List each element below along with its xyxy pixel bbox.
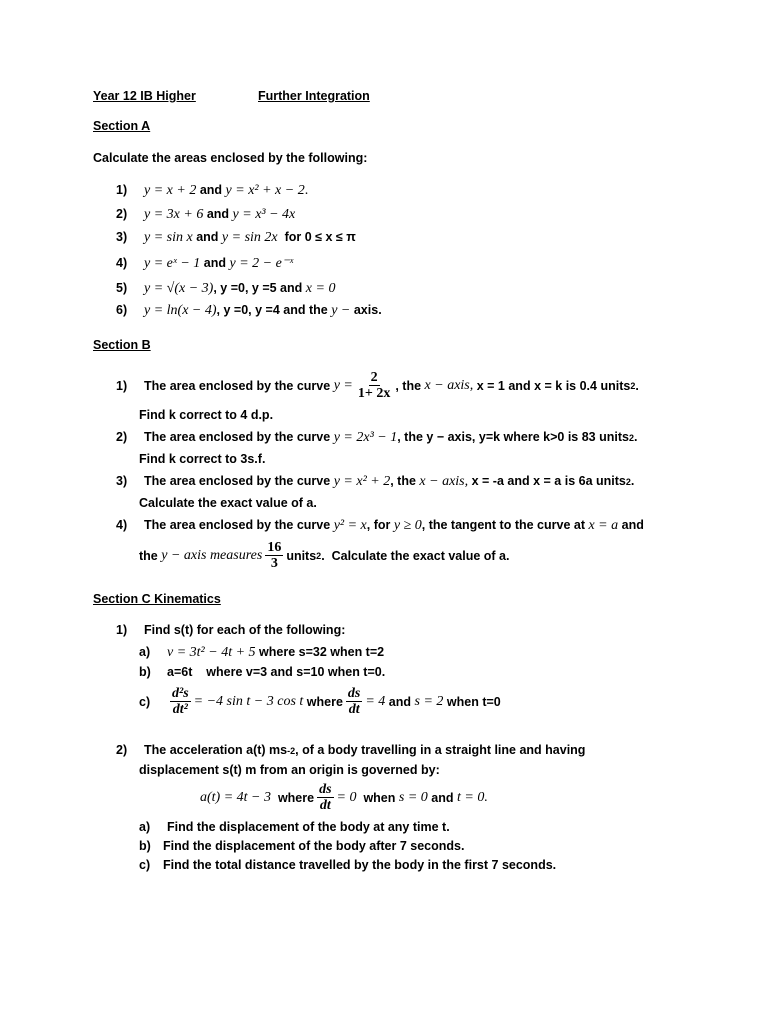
header-course: Year 12 IB Higher [93, 89, 196, 103]
joiner: , y =0, y =4 and the [216, 303, 328, 317]
header-topic: Further Integration [258, 89, 370, 103]
section-b-item-1-line2: Find k correct to 4 d.p. [139, 408, 274, 422]
section-b-item-2-line2: Find k correct to 3s.f. [139, 452, 266, 466]
equation: y − [331, 303, 351, 318]
section-c-q1-a [139, 645, 384, 661]
numerator: 2 [370, 370, 378, 385]
question-text: where [277, 790, 315, 805]
question-text: the [139, 548, 158, 563]
equation: y = 3x + 6 [144, 207, 204, 222]
equation: y = √(x − 3) [144, 281, 214, 296]
section-a-item-1 [116, 183, 308, 199]
equation: y = sin 2x [221, 230, 278, 245]
fraction [265, 540, 283, 571]
equation: y = 2x³ − 1 [333, 430, 398, 445]
equation: s = 0 [398, 789, 428, 805]
question-text: where [306, 694, 343, 709]
equation: t = 0. [457, 789, 488, 805]
equation: y = ln(x − 4) [144, 303, 217, 318]
question-text: The area enclosed by the curve [144, 378, 331, 393]
question-text: , the [397, 430, 423, 444]
bound: x = k is 0.4 units [534, 378, 631, 393]
question-text: y − axis, y=k where k>0 is 83 units [426, 430, 629, 444]
equation: y = x³ − 4x [232, 207, 296, 222]
question-text: units [286, 548, 317, 563]
item-number: 1) [116, 183, 128, 197]
equation-lhs: y = [333, 377, 353, 393]
section-b-item-2: 2) The area enclosed by the curve y = 2x³ − 1 , the y − axis, y=k where k>0 is 83 units 2 . [116, 430, 638, 445]
section-b-item-3: 3) The area enclosed by the curve y = x² + 2 , the x − axis, x = -a and x = a is 6a units 2 . [116, 474, 635, 489]
numerator: 16 [267, 540, 282, 555]
equation: = 0 [336, 789, 357, 805]
section-a-item-3 [116, 230, 356, 246]
section-c-title: Section C Kinematics [93, 592, 221, 606]
numerator: ds [319, 782, 332, 797]
question-text: , for [366, 518, 391, 532]
section-b-item-4-line2: the y − axis measures $\frac{16}{3}$ units 2 . Calculate the exact value of a. [139, 540, 510, 571]
section-b-item-1: 1) The area enclosed by the curve y = $\frac{2}{1+ 2x}$ , the x − axis, x = 1 and x = k is 0.4 units 2 . [116, 370, 639, 401]
section-c-q1 [116, 623, 345, 637]
axis-label: x − axis, [419, 474, 469, 489]
denominator: dt² [172, 702, 188, 717]
tail: . [304, 183, 309, 198]
equation: a=6t [167, 665, 193, 679]
question-text: The acceleration a(t) ms [144, 743, 288, 757]
equation: = 4 [365, 693, 386, 709]
equation: y = x² + 2 [333, 474, 391, 489]
equation: y = x + 2 [144, 183, 197, 198]
first-derivative [317, 782, 333, 813]
joiner: and [206, 207, 230, 221]
question-text: Calculate the exact value of a. [331, 548, 510, 563]
condition: where s=32 when t=2 [259, 645, 385, 659]
condition: when t=0 [446, 694, 501, 709]
joiner: and [196, 230, 219, 244]
item-number: 3) [116, 230, 128, 244]
joiner: and [199, 183, 223, 197]
question-text: Find the displacement of the body at any time t. [167, 820, 450, 834]
section-a-title: Section A [93, 119, 151, 133]
unit-exponent: -2 [287, 746, 296, 756]
item-number: 4) [116, 518, 128, 532]
question-text: Find s(t) for each of the following: [144, 623, 346, 637]
question-text: , the [390, 474, 416, 488]
section-c-q2-b [139, 839, 464, 853]
equation: y = x² + x − 2 [225, 183, 305, 198]
item-number: 4) [116, 256, 128, 270]
tail: axis. [353, 303, 382, 317]
numerator: d²s [172, 686, 189, 701]
section-b-item-3-line2: Calculate the exact value of a. [139, 496, 317, 510]
section-a-item-2 [116, 207, 295, 223]
question-text: The area enclosed by the curve [144, 430, 331, 444]
denominator: 3 [270, 556, 278, 571]
joiner: , y =0, y =5 and [213, 281, 303, 295]
bound: x = a is 6a units [533, 474, 626, 488]
section-c-q2-a [139, 820, 450, 834]
part-label: a) [139, 820, 151, 834]
equation: y = sin x [144, 230, 193, 245]
equation: y = 2 − e⁻ˣ [229, 256, 294, 271]
denominator: dt [348, 702, 360, 717]
equation: a(t) = 4t − 3 [200, 789, 271, 805]
question-text: The area enclosed by the curve [144, 518, 331, 532]
question-text: Find the displacement of the body after 7 seconds. [163, 839, 465, 853]
item-number: 5) [116, 281, 128, 295]
denominator: dt [319, 798, 331, 813]
equation: v = 3t² − 4t + 5 [167, 645, 256, 660]
section-a-item-6 [116, 303, 382, 319]
domain-condition: for 0 ≤ x ≤ π [284, 230, 356, 244]
question-text: when [363, 790, 396, 805]
equation: y = eˣ − 1 [144, 256, 201, 271]
numerator: ds [347, 686, 361, 701]
question-text: and [621, 518, 644, 532]
item-number: 1) [116, 623, 128, 637]
question-text: Find the total distance travelled by the body in the first 7 seconds. [163, 858, 557, 872]
equation: x = 0 [305, 281, 336, 296]
item-number: 6) [116, 303, 128, 317]
question-text: and [388, 694, 412, 709]
bound: x = 1 and [476, 378, 531, 393]
second-derivative [170, 686, 191, 717]
joiner: and [203, 256, 226, 270]
first-derivative [346, 686, 362, 717]
item-number: 2) [116, 430, 128, 444]
item-number: 1) [116, 378, 128, 393]
question-text: , the tangent to the curve at [421, 518, 585, 532]
section-c-q2-equation [200, 782, 488, 813]
equation: y² = x [333, 518, 367, 533]
bound: x = -a and [471, 474, 530, 488]
equation: s = 2 [414, 693, 444, 709]
section-a-item-5 [116, 281, 335, 297]
equation: x = a [588, 518, 619, 533]
question-text: The area enclosed by the curve [144, 474, 331, 488]
part-label: b) [139, 665, 151, 679]
section-c-q2-line2: displacement s(t) m from an origin is governed by: [139, 763, 440, 777]
part-label: a) [139, 645, 151, 659]
section-c-q2-c [139, 858, 556, 872]
question-text: , the [395, 378, 422, 393]
section-a-intro: Calculate the areas enclosed by the following: [93, 151, 368, 165]
section-b-title: Section B [93, 338, 151, 352]
condition: where v=3 and s=10 when t=0. [206, 665, 386, 679]
axis-label: x − axis, [424, 377, 474, 393]
condition: y ≥ 0 [393, 518, 422, 533]
section-c-q2 [116, 743, 585, 757]
item-number: 2) [116, 743, 128, 757]
item-number: 2) [116, 207, 128, 221]
equation: = −4 sin t − 3 cos t [193, 693, 304, 709]
section-c-q1-b [139, 665, 385, 679]
part-label: c) [139, 694, 151, 709]
denominator: 1+ 2x [357, 386, 391, 401]
question-text: , of a body travelling in a straight line and having [295, 743, 586, 757]
part-label: b) [139, 839, 151, 853]
axis-label: y − axis measures [161, 547, 263, 563]
section-a-item-4 [116, 255, 293, 272]
part-label: c) [139, 858, 151, 872]
question-text: and [431, 790, 454, 805]
fraction [356, 370, 392, 401]
section-c-q1-c [139, 686, 501, 717]
item-number: 3) [116, 474, 128, 488]
section-b-item-4 [116, 518, 644, 534]
